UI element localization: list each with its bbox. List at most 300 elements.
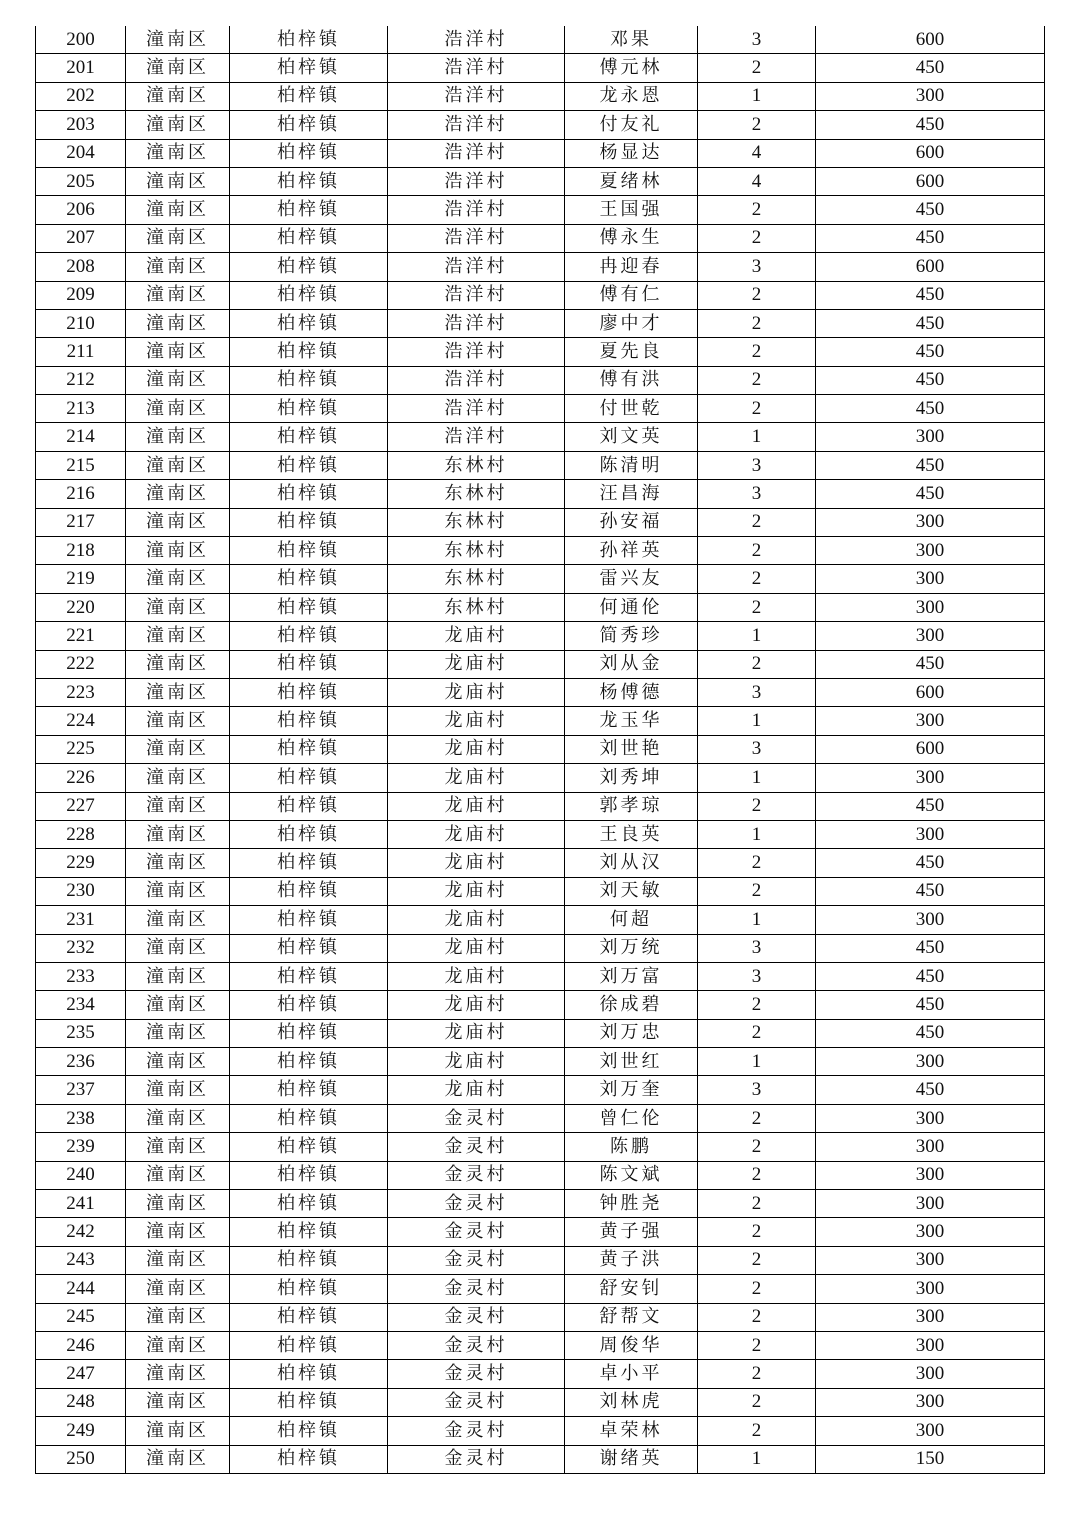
cell-district: 潼南区 [126, 281, 230, 309]
cell-count: 1 [698, 423, 816, 451]
cell-amount: 300 [816, 764, 1045, 792]
cell-index: 233 [36, 962, 126, 990]
cell-district: 潼南区 [126, 54, 230, 82]
cell-index: 206 [36, 196, 126, 224]
cell-name: 夏先良 [565, 338, 698, 366]
cell-district: 潼南区 [126, 111, 230, 139]
cell-count: 2 [698, 849, 816, 877]
cell-district: 潼南区 [126, 196, 230, 224]
cell-index: 239 [36, 1133, 126, 1161]
table-row [36, 593, 1045, 621]
cell-district: 潼南区 [126, 1388, 230, 1416]
cell-district: 潼南区 [126, 1133, 230, 1161]
cell-amount: 300 [816, 565, 1045, 593]
cell-amount: 450 [816, 281, 1045, 309]
cell-amount: 300 [816, 1104, 1045, 1132]
cell-index: 231 [36, 906, 126, 934]
cell-name: 傅有洪 [565, 366, 698, 394]
cell-count: 2 [698, 537, 816, 565]
cell-name: 廖中才 [565, 309, 698, 337]
cell-district: 潼南区 [126, 593, 230, 621]
cell-name: 刘从汉 [565, 849, 698, 877]
cell-amount: 450 [816, 962, 1045, 990]
table-row [36, 991, 1045, 1019]
cell-town: 柏梓镇 [230, 792, 388, 820]
cell-name: 卓小平 [565, 1360, 698, 1388]
cell-count: 1 [698, 707, 816, 735]
table-row [36, 167, 1045, 195]
cell-town: 柏梓镇 [230, 1161, 388, 1189]
cell-name: 刘世艳 [565, 735, 698, 763]
cell-village: 龙庙村 [388, 906, 565, 934]
table-row [36, 111, 1045, 139]
cell-village: 金灵村 [388, 1275, 565, 1303]
cell-amount: 300 [816, 508, 1045, 536]
cell-town: 柏梓镇 [230, 480, 388, 508]
cell-index: 245 [36, 1303, 126, 1331]
cell-name: 刘万统 [565, 934, 698, 962]
cell-town: 柏梓镇 [230, 111, 388, 139]
table-row [36, 366, 1045, 394]
cell-village: 龙庙村 [388, 991, 565, 1019]
cell-count: 3 [698, 962, 816, 990]
cell-town: 柏梓镇 [230, 395, 388, 423]
table-row [36, 792, 1045, 820]
cell-district: 潼南区 [126, 1104, 230, 1132]
table-row [36, 281, 1045, 309]
cell-count: 4 [698, 139, 816, 167]
table-row [36, 622, 1045, 650]
cell-count: 3 [698, 26, 816, 54]
cell-name: 卓荣林 [565, 1417, 698, 1445]
cell-index: 242 [36, 1218, 126, 1246]
cell-count: 2 [698, 196, 816, 224]
cell-count: 3 [698, 934, 816, 962]
cell-index: 209 [36, 281, 126, 309]
cell-village: 浩洋村 [388, 395, 565, 423]
cell-village: 浩洋村 [388, 309, 565, 337]
cell-index: 248 [36, 1388, 126, 1416]
cell-name: 付友礼 [565, 111, 698, 139]
cell-town: 柏梓镇 [230, 622, 388, 650]
cell-name: 龙永恩 [565, 82, 698, 110]
cell-name: 傅永生 [565, 224, 698, 252]
cell-town: 柏梓镇 [230, 593, 388, 621]
cell-count: 2 [698, 1303, 816, 1331]
cell-district: 潼南区 [126, 1048, 230, 1076]
cell-count: 1 [698, 1048, 816, 1076]
cell-amount: 450 [816, 111, 1045, 139]
cell-amount: 300 [816, 593, 1045, 621]
cell-amount: 450 [816, 1076, 1045, 1104]
cell-index: 229 [36, 849, 126, 877]
cell-village: 龙庙村 [388, 764, 565, 792]
table-row [36, 1104, 1045, 1132]
table-row [36, 423, 1045, 451]
cell-amount: 450 [816, 877, 1045, 905]
cell-amount: 300 [816, 1246, 1045, 1274]
cell-town: 柏梓镇 [230, 962, 388, 990]
cell-district: 潼南区 [126, 167, 230, 195]
table-row [36, 395, 1045, 423]
cell-village: 金灵村 [388, 1331, 565, 1359]
cell-index: 208 [36, 253, 126, 281]
cell-district: 潼南区 [126, 735, 230, 763]
table-row [36, 764, 1045, 792]
table-row [36, 565, 1045, 593]
cell-town: 柏梓镇 [230, 1048, 388, 1076]
table-row [36, 1246, 1045, 1274]
cell-district: 潼南区 [126, 565, 230, 593]
cell-town: 柏梓镇 [230, 366, 388, 394]
cell-town: 柏梓镇 [230, 1104, 388, 1132]
cell-amount: 600 [816, 167, 1045, 195]
cell-name: 黄子强 [565, 1218, 698, 1246]
cell-index: 223 [36, 678, 126, 706]
cell-town: 柏梓镇 [230, 1445, 388, 1473]
cell-village: 浩洋村 [388, 139, 565, 167]
cell-village: 金灵村 [388, 1388, 565, 1416]
cell-index: 236 [36, 1048, 126, 1076]
cell-count: 2 [698, 1218, 816, 1246]
cell-village: 金灵村 [388, 1190, 565, 1218]
cell-name: 傅有仁 [565, 281, 698, 309]
cell-name: 郭孝琼 [565, 792, 698, 820]
cell-village: 龙庙村 [388, 678, 565, 706]
cell-count: 2 [698, 1275, 816, 1303]
cell-amount: 450 [816, 934, 1045, 962]
cell-name: 刘天敏 [565, 877, 698, 905]
cell-district: 潼南区 [126, 820, 230, 848]
table-row [36, 1048, 1045, 1076]
cell-village: 金灵村 [388, 1133, 565, 1161]
table-row [36, 480, 1045, 508]
cell-index: 218 [36, 537, 126, 565]
cell-name: 刘从金 [565, 650, 698, 678]
cell-count: 3 [698, 451, 816, 479]
cell-district: 潼南区 [126, 1218, 230, 1246]
cell-name: 舒帮文 [565, 1303, 698, 1331]
cell-town: 柏梓镇 [230, 849, 388, 877]
cell-town: 柏梓镇 [230, 26, 388, 54]
cell-name: 舒安钊 [565, 1275, 698, 1303]
cell-town: 柏梓镇 [230, 1417, 388, 1445]
cell-index: 228 [36, 820, 126, 848]
cell-count: 2 [698, 877, 816, 905]
cell-amount: 450 [816, 991, 1045, 1019]
cell-amount: 450 [816, 480, 1045, 508]
cell-index: 235 [36, 1019, 126, 1047]
cell-district: 潼南区 [126, 26, 230, 54]
cell-village: 浩洋村 [388, 196, 565, 224]
table-row [36, 820, 1045, 848]
cell-district: 潼南区 [126, 1303, 230, 1331]
cell-name: 周俊华 [565, 1331, 698, 1359]
cell-district: 潼南区 [126, 508, 230, 536]
cell-count: 2 [698, 309, 816, 337]
table-row [36, 707, 1045, 735]
cell-amount: 300 [816, 1275, 1045, 1303]
cell-village: 浩洋村 [388, 281, 565, 309]
cell-amount: 300 [816, 1161, 1045, 1189]
cell-village: 浩洋村 [388, 26, 565, 54]
cell-town: 柏梓镇 [230, 338, 388, 366]
cell-amount: 450 [816, 196, 1045, 224]
cell-town: 柏梓镇 [230, 1218, 388, 1246]
table-row [36, 1019, 1045, 1047]
cell-name: 杨傅德 [565, 678, 698, 706]
table-row [36, 26, 1045, 54]
cell-town: 柏梓镇 [230, 1133, 388, 1161]
cell-village: 东林村 [388, 480, 565, 508]
cell-village: 浩洋村 [388, 54, 565, 82]
cell-district: 潼南区 [126, 1019, 230, 1047]
cell-village: 金灵村 [388, 1445, 565, 1473]
cell-town: 柏梓镇 [230, 537, 388, 565]
cell-amount: 300 [816, 1331, 1045, 1359]
table-row [36, 139, 1045, 167]
cell-index: 227 [36, 792, 126, 820]
cell-name: 徐成碧 [565, 991, 698, 1019]
cell-name: 黄子洪 [565, 1246, 698, 1274]
table-row [36, 849, 1045, 877]
cell-district: 潼南区 [126, 764, 230, 792]
cell-town: 柏梓镇 [230, 54, 388, 82]
cell-index: 238 [36, 1104, 126, 1132]
cell-count: 3 [698, 1076, 816, 1104]
cell-index: 240 [36, 1161, 126, 1189]
cell-index: 217 [36, 508, 126, 536]
cell-name: 曾仁伦 [565, 1104, 698, 1132]
cell-district: 潼南区 [126, 1360, 230, 1388]
cell-name: 刘秀坤 [565, 764, 698, 792]
cell-amount: 450 [816, 792, 1045, 820]
cell-town: 柏梓镇 [230, 1360, 388, 1388]
cell-town: 柏梓镇 [230, 1190, 388, 1218]
cell-count: 2 [698, 54, 816, 82]
table-row [36, 1360, 1045, 1388]
table-row [36, 1303, 1045, 1331]
cell-district: 潼南区 [126, 962, 230, 990]
table-row [36, 1331, 1045, 1359]
cell-amount: 450 [816, 849, 1045, 877]
table-row [36, 1133, 1045, 1161]
cell-amount: 450 [816, 451, 1045, 479]
cell-count: 2 [698, 565, 816, 593]
cell-district: 潼南区 [126, 1246, 230, 1274]
cell-district: 潼南区 [126, 139, 230, 167]
table-row [36, 1218, 1045, 1246]
cell-index: 249 [36, 1417, 126, 1445]
table-row [36, 537, 1045, 565]
cell-index: 225 [36, 735, 126, 763]
cell-amount: 300 [816, 537, 1045, 565]
cell-village: 浩洋村 [388, 423, 565, 451]
table-row [36, 1076, 1045, 1104]
cell-name: 陈鹏 [565, 1133, 698, 1161]
cell-name: 杨显达 [565, 139, 698, 167]
table-row [36, 338, 1045, 366]
cell-town: 柏梓镇 [230, 934, 388, 962]
cell-amount: 450 [816, 338, 1045, 366]
cell-district: 潼南区 [126, 82, 230, 110]
cell-index: 215 [36, 451, 126, 479]
cell-index: 212 [36, 366, 126, 394]
cell-town: 柏梓镇 [230, 82, 388, 110]
table-row [36, 196, 1045, 224]
cell-name: 何超 [565, 906, 698, 934]
cell-count: 2 [698, 650, 816, 678]
cell-amount: 600 [816, 139, 1045, 167]
cell-amount: 300 [816, 1388, 1045, 1416]
cell-count: 1 [698, 622, 816, 650]
cell-town: 柏梓镇 [230, 281, 388, 309]
cell-town: 柏梓镇 [230, 906, 388, 934]
table-row [36, 962, 1045, 990]
cell-name: 钟胜尧 [565, 1190, 698, 1218]
cell-village: 浩洋村 [388, 82, 565, 110]
cell-amount: 300 [816, 82, 1045, 110]
cell-index: 222 [36, 650, 126, 678]
cell-index: 204 [36, 139, 126, 167]
cell-name: 刘万奎 [565, 1076, 698, 1104]
cell-index: 232 [36, 934, 126, 962]
cell-name: 刘万富 [565, 962, 698, 990]
cell-amount: 450 [816, 366, 1045, 394]
cell-amount: 450 [816, 224, 1045, 252]
cell-count: 2 [698, 593, 816, 621]
cell-amount: 450 [816, 54, 1045, 82]
cell-village: 龙庙村 [388, 792, 565, 820]
cell-village: 龙庙村 [388, 650, 565, 678]
cell-name: 邓果 [565, 26, 698, 54]
cell-district: 潼南区 [126, 678, 230, 706]
cell-name: 刘文英 [565, 423, 698, 451]
cell-town: 柏梓镇 [230, 1246, 388, 1274]
cell-index: 243 [36, 1246, 126, 1274]
cell-name: 孙安福 [565, 508, 698, 536]
data-table [35, 26, 1045, 1474]
table-row [36, 309, 1045, 337]
cell-village: 东林村 [388, 451, 565, 479]
cell-index: 203 [36, 111, 126, 139]
cell-count: 1 [698, 1445, 816, 1473]
cell-amount: 300 [816, 820, 1045, 848]
cell-district: 潼南区 [126, 650, 230, 678]
cell-district: 潼南区 [126, 1190, 230, 1218]
cell-village: 龙庙村 [388, 1048, 565, 1076]
cell-count: 4 [698, 167, 816, 195]
cell-count: 2 [698, 1246, 816, 1274]
cell-count: 2 [698, 1133, 816, 1161]
cell-count: 2 [698, 1417, 816, 1445]
table-row [36, 906, 1045, 934]
cell-amount: 300 [816, 1133, 1045, 1161]
cell-name: 冉迎春 [565, 253, 698, 281]
cell-amount: 300 [816, 906, 1045, 934]
cell-amount: 450 [816, 309, 1045, 337]
cell-town: 柏梓镇 [230, 196, 388, 224]
cell-village: 东林村 [388, 593, 565, 621]
cell-index: 250 [36, 1445, 126, 1473]
cell-count: 2 [698, 338, 816, 366]
cell-village: 龙庙村 [388, 1076, 565, 1104]
cell-index: 234 [36, 991, 126, 1019]
cell-village: 龙庙村 [388, 820, 565, 848]
cell-amount: 300 [816, 1218, 1045, 1246]
cell-amount: 600 [816, 678, 1045, 706]
cell-index: 211 [36, 338, 126, 366]
cell-name: 刘万忠 [565, 1019, 698, 1047]
cell-town: 柏梓镇 [230, 764, 388, 792]
cell-village: 龙庙村 [388, 962, 565, 990]
table-row [36, 1190, 1045, 1218]
cell-name: 付世乾 [565, 395, 698, 423]
cell-district: 潼南区 [126, 1161, 230, 1189]
table-row [36, 678, 1045, 706]
cell-index: 216 [36, 480, 126, 508]
cell-village: 金灵村 [388, 1417, 565, 1445]
table-row [36, 1161, 1045, 1189]
cell-name: 简秀珍 [565, 622, 698, 650]
cell-index: 205 [36, 167, 126, 195]
cell-district: 潼南区 [126, 480, 230, 508]
cell-district: 潼南区 [126, 1275, 230, 1303]
cell-count: 2 [698, 508, 816, 536]
cell-count: 1 [698, 82, 816, 110]
cell-amount: 300 [816, 1303, 1045, 1331]
cell-count: 3 [698, 678, 816, 706]
cell-town: 柏梓镇 [230, 678, 388, 706]
table-row [36, 54, 1045, 82]
cell-village: 东林村 [388, 565, 565, 593]
cell-village: 浩洋村 [388, 224, 565, 252]
cell-town: 柏梓镇 [230, 167, 388, 195]
cell-town: 柏梓镇 [230, 877, 388, 905]
cell-district: 潼南区 [126, 622, 230, 650]
cell-index: 244 [36, 1275, 126, 1303]
cell-name: 王良英 [565, 820, 698, 848]
cell-district: 潼南区 [126, 423, 230, 451]
cell-village: 浩洋村 [388, 338, 565, 366]
cell-village: 金灵村 [388, 1246, 565, 1274]
cell-village: 龙庙村 [388, 735, 565, 763]
table-row [36, 224, 1045, 252]
table-row [36, 253, 1045, 281]
cell-count: 3 [698, 253, 816, 281]
cell-district: 潼南区 [126, 309, 230, 337]
cell-name: 孙祥英 [565, 537, 698, 565]
cell-amount: 300 [816, 622, 1045, 650]
cell-district: 潼南区 [126, 934, 230, 962]
cell-count: 2 [698, 1190, 816, 1218]
cell-district: 潼南区 [126, 906, 230, 934]
cell-name: 王国强 [565, 196, 698, 224]
cell-village: 金灵村 [388, 1218, 565, 1246]
cell-village: 浩洋村 [388, 167, 565, 195]
cell-amount: 150 [816, 1445, 1045, 1473]
cell-amount: 450 [816, 395, 1045, 423]
cell-index: 219 [36, 565, 126, 593]
cell-town: 柏梓镇 [230, 735, 388, 763]
cell-district: 潼南区 [126, 707, 230, 735]
cell-count: 2 [698, 991, 816, 1019]
cell-town: 柏梓镇 [230, 650, 388, 678]
cell-town: 柏梓镇 [230, 451, 388, 479]
cell-index: 202 [36, 82, 126, 110]
cell-town: 柏梓镇 [230, 1331, 388, 1359]
cell-town: 柏梓镇 [230, 1388, 388, 1416]
